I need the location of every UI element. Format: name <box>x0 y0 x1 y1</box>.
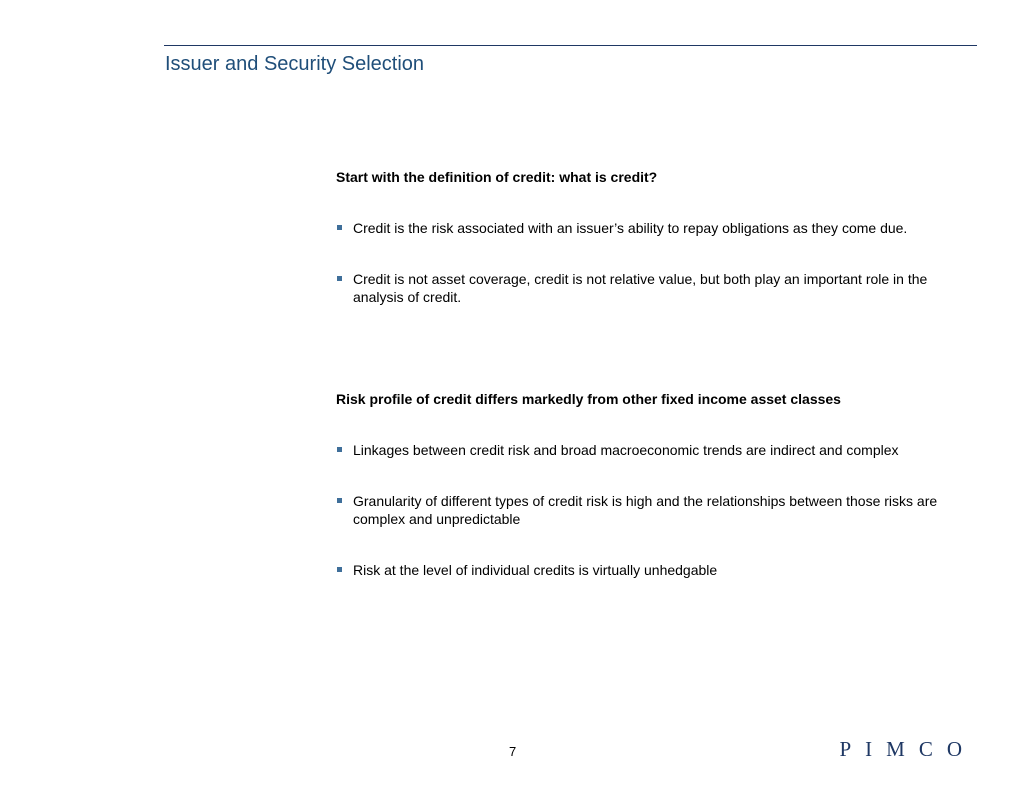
bullet-text: Linkages between credit risk and broad macroeconomic trends are indirect and complex <box>353 442 899 458</box>
bullet-text: Credit is not asset coverage, credit is not relative value, but both play an important role in the analysis of credit. <box>353 271 928 305</box>
slide-title: Issuer and Security Selection <box>165 53 425 75</box>
section-heading: Start with the definition of credit: what is credit? <box>336 169 658 185</box>
pimco-logo: PIMCO <box>839 737 976 761</box>
section-heading: Risk profile of credit differs markedly from other fixed income asset classes <box>336 391 841 407</box>
list-item <box>336 492 943 528</box>
list-item <box>336 561 953 579</box>
bullet-text: Granularity of different types of credit risk is high and the relationships between those risks are complex and unpredictable <box>353 493 938 527</box>
square-bullet-icon <box>337 498 342 503</box>
square-bullet-icon <box>337 225 342 230</box>
list-item <box>336 219 953 237</box>
square-bullet-icon <box>337 447 342 452</box>
list-item <box>336 441 953 459</box>
section-credit-definition <box>336 168 936 305</box>
square-bullet-icon <box>337 567 342 572</box>
bullet-text: Risk at the level of individual credits is virtually unhedgable <box>353 562 718 578</box>
section-risk-profile <box>336 390 938 578</box>
page-number: 7 <box>509 744 517 759</box>
header-rule <box>164 45 977 46</box>
list-item <box>336 270 933 306</box>
bullet-text: Credit is the risk associated with an issuer’s ability to repay obligations as they come due. <box>353 220 908 236</box>
square-bullet-icon <box>337 276 342 281</box>
